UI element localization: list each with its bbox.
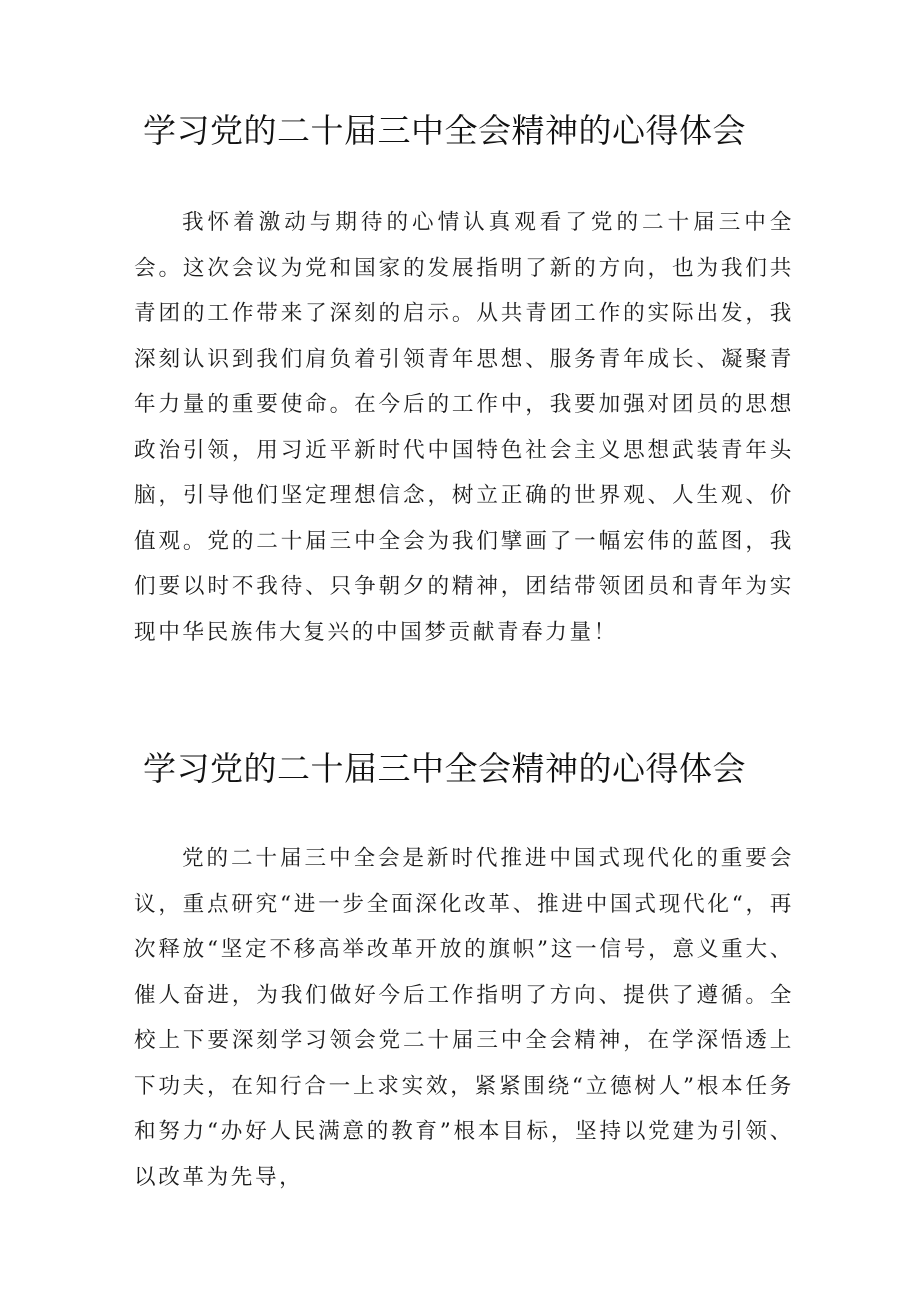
article-2-body: 党的二十届三中全会是新时代推进中国式现代化的重要会议，重点研究“进一步全面深化改革、推进中国式现代化“，再次释放“坚定不移高举改革开放的旗帜”这一信号，意义重大、催人奋进，为我们做好今后工作指明了方向、提供了遵循。全校上下要深刻学习领会党二十届三中全会精神，在学深悟透上下功夫，在知行合一上求实效，紧紧围绕“立德树人”根本任务和努力“办好人民满意的教育”根本目标，坚持以党建为引领、以改革为先导， xyxy=(134,846,794,1190)
article-2 xyxy=(0,746,920,1190)
article-1-body: 我怀着激动与期待的心情认真观看了党的二十届三中全会。这次会议为党和国家的发展指明了新的方向，也为我们共青团的工作带来了深刻的启示。从共青团工作的实际出发，我深刻认识到我们肩负着引领青年思想、服务青年成长、凝聚青年力量的重要使命。在今后的工作中，我要加强对团员的思想政治引领，用习近平新时代中国特色社会主义思想武装青年头脑，引导他们坚定理想信念，树立正确的世界观、人生观、价值观。党的二十届三中全会为我们擘画了一幅宏伟的蓝图，我们要以时不我待、只争朝夕的精神，团结带领团员和青年为实现中华民族伟大复兴的中国梦贡献青春力量！ xyxy=(134,210,794,645)
article-2-title: 学习党的二十届三中全会精神的心得体会 xyxy=(143,749,746,788)
article-1 xyxy=(0,108,920,645)
article-1-title: 学习党的二十届三中全会精神的心得体会 xyxy=(143,111,746,150)
